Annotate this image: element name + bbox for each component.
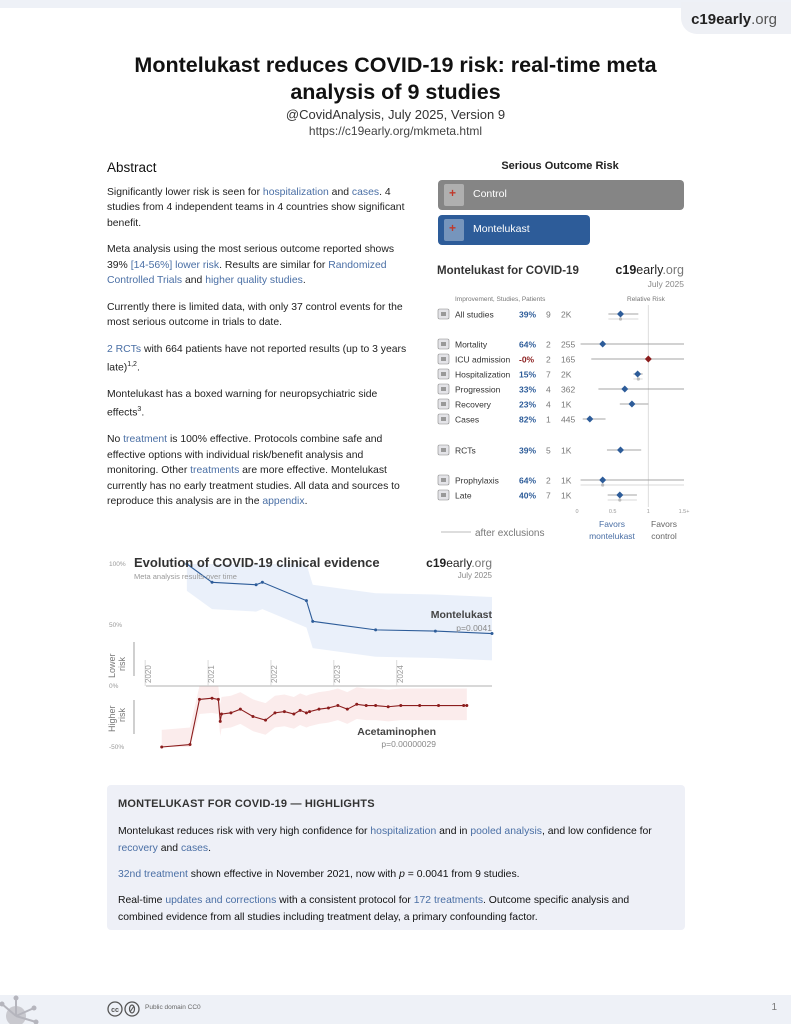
highlights-box — [107, 785, 685, 930]
cases-icon — [438, 414, 449, 424]
row-patients: 1K — [561, 399, 572, 410]
text: . 4 studies from 4 independent teams in 4 countries show significant benefit. — [107, 186, 405, 229]
data-point — [346, 708, 349, 711]
evolution-subtitle: Meta analysis results over time — [134, 572, 237, 581]
higher-risk-label-2: risk — [117, 708, 127, 722]
text: , and low confidence for — [541, 826, 652, 837]
row-studies: 9 — [546, 309, 551, 320]
acetaminophen-p-value: p=0.00000029 — [381, 739, 436, 749]
data-point — [229, 711, 232, 714]
forest-row — [438, 414, 606, 425]
control-risk-bar — [438, 180, 684, 210]
highlights-p2 — [118, 866, 674, 883]
data-point — [355, 703, 358, 706]
acetaminophen-series-label: Acetaminophen — [357, 726, 436, 738]
data-point — [211, 581, 214, 584]
forest-logo — [615, 263, 684, 277]
row-label: RCTs — [455, 445, 476, 456]
forest-row — [438, 445, 641, 456]
svg-text:cc: cc — [111, 1007, 119, 1014]
row-improvement: 64% — [519, 339, 537, 350]
year-label: 2020 — [144, 665, 154, 683]
recovery-icon — [438, 399, 449, 409]
row-studies: 7 — [546, 369, 551, 380]
control-label: Control — [473, 188, 507, 200]
abstract-p1 — [107, 185, 412, 232]
data-point — [387, 705, 390, 708]
hospital-icon — [444, 184, 464, 206]
text: and in — [436, 826, 471, 837]
row-studies: 2 — [546, 475, 551, 486]
data-point — [374, 704, 377, 707]
text: = 0.0041 from 9 studies. — [404, 869, 520, 880]
icon-detail — [441, 387, 446, 391]
data-point — [399, 704, 402, 707]
cc0-icon[interactable] — [107, 1001, 141, 1017]
data-point — [437, 704, 440, 707]
late-icon — [438, 490, 449, 500]
data-point — [255, 583, 258, 586]
logo-org: .org — [662, 263, 684, 277]
row-improvement: 64% — [519, 475, 537, 486]
favors-control-label-2: control — [651, 531, 677, 541]
rct-icon — [438, 445, 449, 455]
rr-diamond — [617, 311, 624, 318]
text: Montelukast reduces risk with very high confidence for — [118, 826, 371, 837]
text: Significantly lower risk is seen for — [107, 186, 263, 198]
data-point — [283, 710, 286, 713]
data-point — [273, 711, 276, 714]
row-studies: 7 — [546, 490, 551, 501]
text: and — [157, 843, 181, 854]
data-point — [305, 599, 308, 602]
row-label: ICU admission — [455, 354, 511, 365]
forest-row — [438, 339, 684, 350]
p-symbol: p — [399, 869, 405, 880]
icon-detail — [441, 357, 446, 361]
byline-date-version: , July 2025, Version 9 — [380, 107, 506, 122]
highlights-heading: MONTELUKAST FOR COVID-19 — HIGHLIGHTS — [118, 798, 375, 810]
evolution-logo — [426, 556, 492, 570]
text: shown effective in November 2021, now with — [187, 869, 400, 880]
abstract-p3: Currently there is limited data, with only 37 control events for the most serious outcome in trials to date. — [107, 301, 403, 328]
row-improvement: 40% — [519, 490, 537, 501]
recovery-link[interactable]: recovery — [118, 843, 158, 854]
abstract-p4 — [107, 342, 412, 376]
rr-diamond — [621, 386, 628, 393]
treatment-rank-link[interactable]: 32nd treatment — [118, 869, 188, 880]
icon-detail — [441, 448, 446, 452]
prophylaxis-icon — [438, 475, 449, 485]
row-label: Mortality — [455, 339, 488, 350]
row-patients: 445 — [561, 414, 576, 425]
abstract-p2 — [107, 242, 412, 289]
data-point — [299, 709, 302, 712]
forest-row — [438, 384, 684, 395]
data-point — [418, 704, 421, 707]
rr-diamond — [586, 416, 593, 423]
data-point — [374, 628, 377, 631]
rr-diamond — [645, 356, 652, 363]
rr-diamond — [617, 447, 624, 454]
data-point — [189, 743, 192, 746]
x-tick-label: 1.5+ — [678, 509, 690, 515]
abstract-heading: Abstract — [107, 160, 157, 175]
data-point — [198, 698, 201, 701]
text: with a consistent protocol for — [276, 895, 414, 906]
site-logo[interactable] — [691, 11, 777, 28]
text: . — [136, 362, 140, 374]
hospital-icon — [438, 369, 449, 379]
forest-row — [438, 490, 637, 502]
row-label: Late — [455, 490, 472, 501]
row-patients: 2K — [561, 369, 572, 380]
logo-early: early — [446, 556, 472, 570]
data-point — [217, 698, 220, 701]
row-improvement: 33% — [519, 384, 537, 395]
row-label: Prophylaxis — [455, 475, 499, 486]
logo-org: .org — [751, 11, 777, 28]
text: and — [328, 186, 352, 198]
data-point — [305, 711, 308, 714]
row-label: Recovery — [455, 399, 491, 410]
text: is 100% effective. Protocols combine safe and effective options with individual risk/benefit analysis and monitoring. Other — [107, 434, 383, 477]
excl-point — [601, 483, 604, 486]
logo-early: early — [716, 11, 752, 28]
data-point — [219, 720, 222, 723]
data-point — [292, 713, 295, 716]
forest-row — [438, 354, 684, 365]
citation-3[interactable]: 3 — [137, 406, 142, 414]
text: are more effective. Montelukast currently has no early treatment studies. All data and sources to reproduce this analysis are in the — [107, 465, 400, 508]
paper-url[interactable]: https://c19early.org/mkmeta.html — [308, 124, 483, 138]
row-improvement: 39% — [519, 445, 537, 456]
text: with 664 patients have not reported results (up to 3 years late) — [107, 343, 407, 374]
row-studies: 2 — [546, 339, 551, 350]
year-label: 2023 — [332, 665, 342, 683]
abstract-p5 — [107, 387, 412, 421]
text: . — [304, 496, 308, 508]
montelukast-series-label: Montelukast — [430, 609, 492, 621]
row-label: Cases — [455, 414, 480, 425]
y-tick-label: 0% — [109, 683, 119, 690]
forest-row — [438, 399, 648, 410]
rr-diamond — [634, 371, 641, 378]
icon-detail — [441, 372, 446, 376]
row-improvement: 15% — [519, 369, 537, 380]
lower-risk-label-2: risk — [117, 657, 127, 671]
text: . — [302, 275, 306, 286]
row-improvement: 82% — [519, 414, 537, 425]
text: and — [182, 275, 206, 286]
data-point — [462, 704, 465, 707]
higher-quality-link[interactable]: higher quality studies — [205, 275, 303, 286]
lower-risk-label: Lower — [107, 653, 117, 678]
data-point — [160, 746, 163, 749]
higher-risk-label: Higher — [107, 705, 117, 732]
rcts-link[interactable]: 2 RCTs — [107, 343, 142, 355]
treatments-count-link[interactable]: 172 treatments — [413, 895, 484, 906]
evolution-title: Evolution of COVID-19 clinical evidence — [134, 555, 380, 570]
data-point — [336, 704, 339, 707]
row-patients: 2K — [561, 309, 572, 320]
paper-title: Montelukast reduces COVID-19 risk: real-time meta analysis of 9 studies — [134, 53, 657, 104]
cases-link[interactable]: cases — [351, 186, 380, 198]
rr-diamond — [628, 401, 635, 408]
row-improvement: -0% — [519, 354, 535, 365]
forest-row — [438, 309, 638, 321]
row-improvement: 39% — [519, 309, 537, 320]
abstract-p6 — [107, 432, 412, 510]
montelukast-label: Montelukast — [473, 223, 530, 235]
virus-decoration — [0, 994, 44, 1024]
data-point — [239, 708, 242, 711]
logo-c19: c19 — [615, 263, 637, 277]
data-point — [365, 704, 368, 707]
cases-link[interactable]: cases — [180, 843, 209, 854]
data-point — [318, 708, 321, 711]
y-tick-label: 100% — [109, 561, 126, 568]
row-label: Progression — [455, 384, 501, 395]
x-tick-label: 1 — [646, 509, 650, 515]
data-point — [264, 719, 267, 722]
row-label: All studies — [455, 309, 494, 320]
appendix-link[interactable]: appendix — [262, 496, 305, 508]
page-number: 1 — [771, 1002, 777, 1013]
lower-risk-link[interactable]: lower risk — [175, 259, 220, 271]
logo-early: early — [636, 263, 663, 277]
data-point — [327, 706, 330, 709]
row-patients: 255 — [561, 339, 576, 350]
favors-control-label-1: Favors — [651, 519, 677, 529]
footer — [0, 995, 791, 1024]
text: . — [141, 407, 145, 419]
progression-icon — [438, 384, 449, 394]
forest-plot — [437, 262, 690, 552]
forest-rr-header: Relative Risk — [627, 296, 665, 303]
treatments-link[interactable]: treatments — [190, 465, 240, 477]
top-band — [0, 0, 791, 8]
hospitalization-link[interactable]: hospitalization — [262, 186, 329, 198]
icon-detail — [441, 342, 446, 346]
excl-point — [618, 498, 621, 501]
row-studies: 5 — [546, 445, 551, 456]
text: Montelukast has a boxed warning for neuropsychiatric side effects — [107, 388, 378, 419]
year-label: 2024 — [395, 665, 405, 683]
rr-diamond — [599, 477, 606, 484]
after-exclusions-label: after exclusions — [475, 528, 545, 539]
data-point — [261, 581, 264, 584]
icon-detail — [441, 493, 446, 497]
highlights-p3 — [118, 892, 674, 926]
excl-point — [637, 377, 640, 380]
row-improvement: 23% — [519, 399, 537, 410]
row-patients: 1K — [561, 475, 572, 486]
risk-chart-title: Serious Outcome Risk — [501, 160, 619, 172]
year-label: 2021 — [207, 665, 217, 683]
forest-date: July 2025 — [647, 279, 684, 289]
x-tick-label: 0 — [575, 509, 579, 515]
row-studies: 1 — [546, 414, 551, 425]
icon-detail — [441, 402, 446, 406]
highlights-p1 — [118, 823, 674, 857]
montelukast-p-value: p=0.0041 — [456, 623, 492, 633]
updates-link[interactable]: updates and corrections — [165, 895, 277, 906]
data-point — [311, 620, 314, 623]
year-label: 2022 — [269, 665, 279, 683]
row-studies: 4 — [546, 399, 551, 410]
icon-detail — [441, 312, 446, 316]
mortality-icon — [438, 339, 449, 349]
icu-icon — [438, 354, 449, 364]
row-studies: 2 — [546, 354, 551, 365]
forest-row — [438, 369, 643, 381]
rr-diamond — [616, 492, 623, 499]
row-patients: 362 — [561, 384, 576, 395]
row-studies: 4 — [546, 384, 551, 395]
text: . Outcome specific analysis and combined evidence from all studies including treatment delay, a primary confounding factor. — [118, 895, 630, 923]
y-tick-label: 50% — [109, 622, 123, 629]
hospitalization-link[interactable]: hospitalization — [370, 826, 437, 837]
citation-1-2[interactable]: 1,2 — [127, 361, 137, 368]
forest-title: Montelukast for COVID-19 — [437, 265, 579, 277]
forest-column-header: Improvement, Studies, Patients — [455, 296, 546, 303]
data-point — [211, 697, 214, 700]
evolution-date: July 2025 — [457, 571, 492, 580]
ci-link[interactable]: [14-56%] — [130, 259, 173, 271]
data-point — [220, 713, 223, 716]
forest-row — [438, 475, 684, 487]
data-point — [251, 715, 254, 718]
x-tick-label: 0.5 — [608, 509, 617, 515]
evolution-chart — [107, 552, 527, 752]
row-label: Hospitalization — [455, 369, 511, 380]
rct-link[interactable]: Randomized Controlled Trials — [107, 259, 387, 286]
logo-org: .org — [471, 556, 492, 570]
data-point — [434, 630, 437, 633]
all-studies-icon — [438, 309, 449, 319]
row-patients: 1K — [561, 445, 572, 456]
text: . Results are similar for — [219, 259, 329, 271]
logo-c19: c19 — [691, 11, 717, 28]
logo-c19: c19 — [426, 556, 447, 570]
byline — [0, 107, 791, 122]
favors-treatment-label-1: Favors — [599, 519, 625, 529]
y-tick-label: -50% — [109, 744, 125, 751]
hospital-icon — [444, 219, 464, 241]
data-point — [465, 704, 468, 707]
author-handle-link[interactable]: @CovidAnalysis — [285, 107, 381, 122]
text: Real-time — [118, 895, 166, 906]
favors-treatment-label-2: montelukast — [589, 531, 635, 541]
montelukast-risk-bar — [438, 215, 590, 245]
text: No — [107, 434, 124, 446]
license-text: Public domain CC0 — [145, 1004, 201, 1011]
excl-point — [619, 317, 622, 320]
text: . — [208, 843, 212, 854]
row-patients: 1K — [561, 490, 572, 501]
data-point — [308, 710, 311, 713]
row-patients: 165 — [561, 354, 576, 365]
icon-detail — [441, 417, 446, 421]
abstract-section — [107, 160, 412, 521]
icon-detail — [441, 478, 446, 482]
rr-diamond — [599, 341, 606, 348]
pooled-analysis-link[interactable]: pooled analysis — [470, 826, 542, 837]
treatment-link[interactable]: treatment — [123, 434, 168, 446]
text: Meta analysis using the most serious outcome reported shows 39% — [107, 244, 395, 271]
brand-tab[interactable] — [681, 2, 791, 34]
